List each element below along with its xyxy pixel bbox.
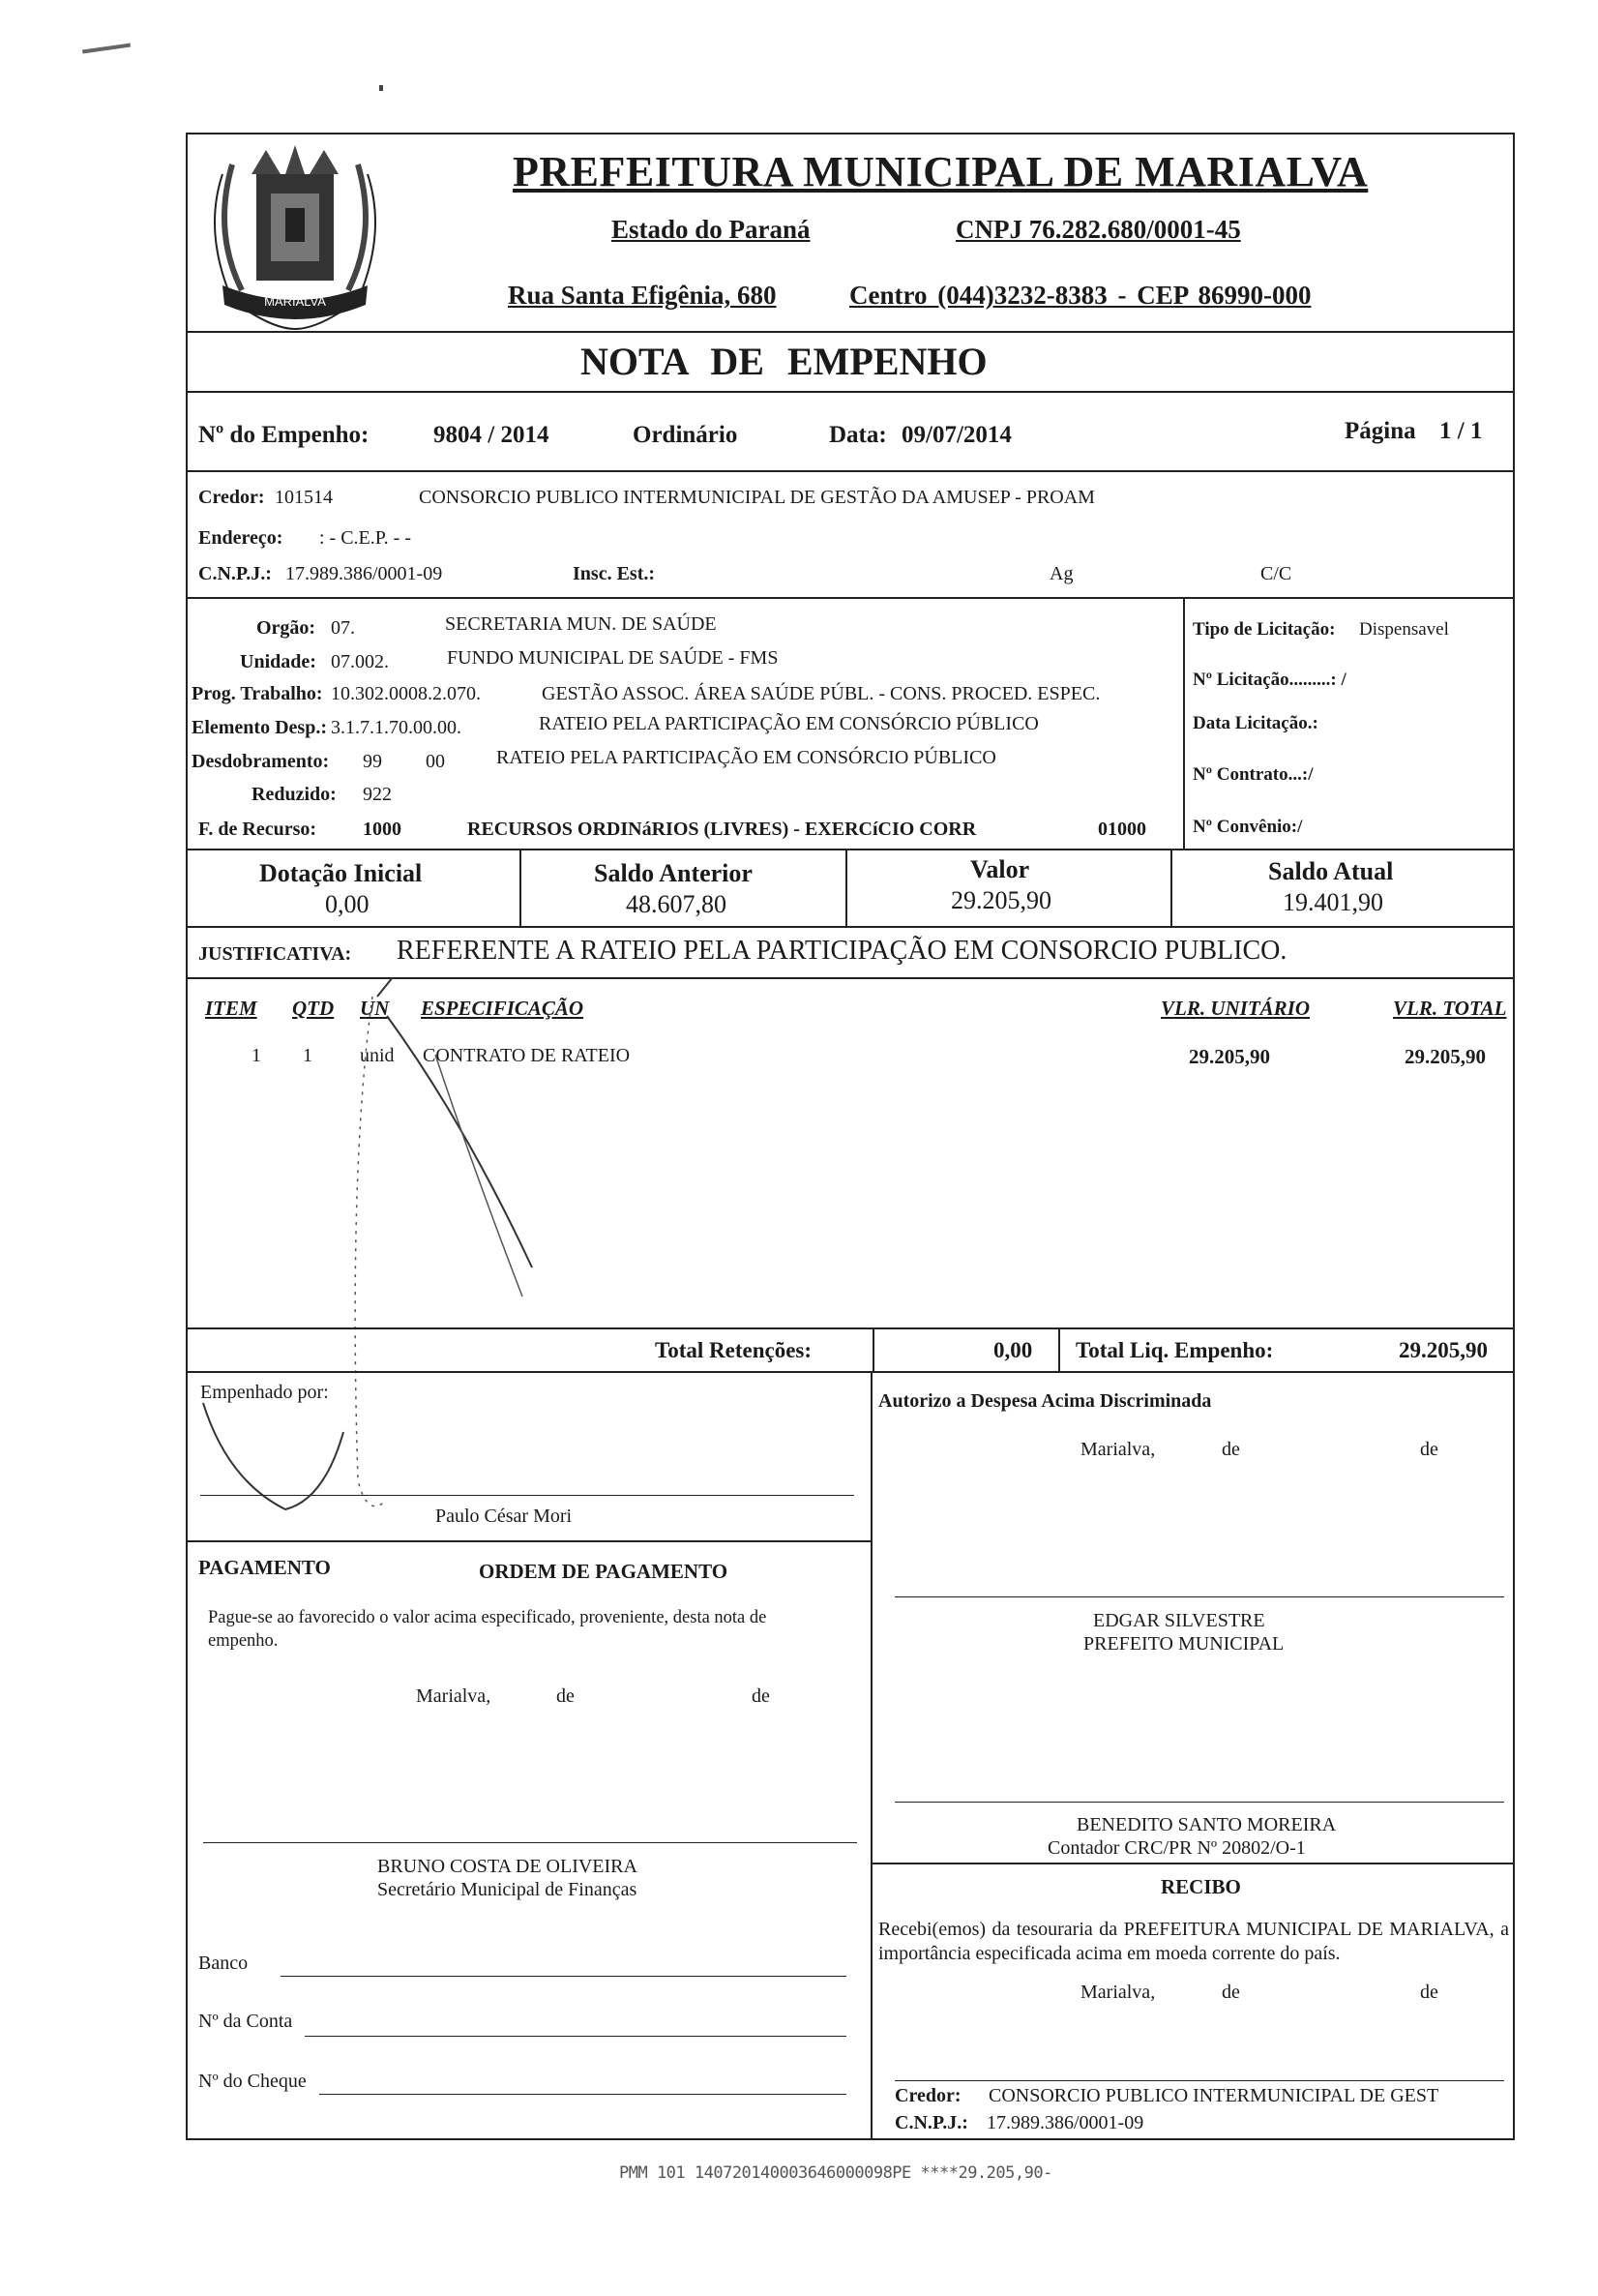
prefeito-title: PREFEITO MUNICIPAL xyxy=(1083,1633,1285,1655)
credor-cnpj: 17.989.386/0001-09 xyxy=(285,563,443,584)
row-especificacao: CONTRATO DE RATEIO xyxy=(423,1045,631,1066)
header-district-phone: Centro (044)3232-8383 - CEP 86990-000 xyxy=(849,281,1312,310)
header-street: Rua Santa Efigênia, 680 xyxy=(508,281,777,310)
col-un: UN xyxy=(360,997,390,1020)
tipo-licitacao-label: Tipo de Licitação: xyxy=(1193,619,1336,640)
autorizo-de1: de xyxy=(1222,1439,1240,1460)
desdobramento-name: RATEIO PELA PARTICIPAÇÃO EM CONSÓRCIO PÚBLICO xyxy=(496,747,996,768)
col-item: ITEM xyxy=(205,997,257,1020)
valor-value: 29.205,90 xyxy=(951,886,1051,914)
divider xyxy=(186,391,1515,393)
divider xyxy=(519,849,521,926)
valor-label: Valor xyxy=(970,855,1030,883)
col-especificacao: ESPECIFICAÇÃO xyxy=(421,997,584,1020)
divider xyxy=(186,1540,873,1542)
saldo-atual-label: Saldo Atual xyxy=(1268,857,1394,885)
recibo-de2: de xyxy=(1420,1982,1438,2003)
footer-code: PMM 101 140720140003646000098PE ****29.205,90- xyxy=(619,2163,1052,2183)
elemento-name: RATEIO PELA PARTICIPAÇÃO EM CONSÓRCIO PÚBLICO xyxy=(539,713,1039,734)
prog-label: Prog. Trabalho: xyxy=(192,683,323,704)
divider xyxy=(186,926,1515,928)
fonte-code: 1000 xyxy=(363,819,401,840)
conta-label: Nº da Conta xyxy=(198,2011,293,2032)
page-number: 1 / 1 xyxy=(1439,418,1483,444)
banco-field-line[interactable] xyxy=(281,1976,846,1977)
divider xyxy=(1170,849,1172,926)
unidade-code: 07.002. xyxy=(331,651,389,672)
reduzido-label: Reduzido: xyxy=(252,784,337,805)
num-licitacao: Nº Licitação.........: / xyxy=(1193,670,1346,690)
signature-line xyxy=(895,1596,1504,1597)
pagamento-place: Marialva, xyxy=(416,1685,491,1707)
conta-field-line[interactable] xyxy=(305,2036,846,2037)
cheque-field-line[interactable] xyxy=(319,2094,846,2095)
empenhado-label: Empenhado por: xyxy=(200,1382,329,1403)
empenhado-name: Paulo César Mori xyxy=(435,1506,573,1527)
autorizo-de2: de xyxy=(1420,1439,1438,1460)
retencoes-value: 0,00 xyxy=(993,1338,1033,1362)
credor-name: CONSORCIO PUBLICO INTERMUNICIPAL DE GESTÃO DA AMUSEP - PROAM xyxy=(419,487,1095,508)
scan-mark xyxy=(379,85,383,91)
liq-label: Total Liq. Empenho: xyxy=(1076,1338,1274,1362)
desdobramento-label: Desdobramento: xyxy=(192,751,330,772)
signature-line xyxy=(895,2080,1504,2081)
saldo-atual-value: 19.401,90 xyxy=(1283,888,1383,916)
prog-code: 10.302.0008.2.070. xyxy=(331,683,481,704)
col-vlr-unitario: VLR. UNITÁRIO xyxy=(1161,997,1311,1020)
banco-label: Banco xyxy=(198,1953,249,1974)
contrato: Nº Contrato...:/ xyxy=(1193,764,1314,785)
autorizo-place: Marialva, xyxy=(1080,1439,1156,1460)
recibo-text: Recebi(emos) da tesouraria da PREFEITURA MUNICIPAL DE MARIALVA, a importância especificada acima em moeda corrente do país. xyxy=(878,1919,1509,1964)
recibo-title: RECIBO xyxy=(1161,1875,1241,1898)
empenho-date: 09/07/2014 xyxy=(902,422,1012,448)
fonte-label: F. de Recurso: xyxy=(198,819,317,840)
credor-code: 101514 xyxy=(275,487,333,508)
justificativa-label: JUSTIFICATIVA: xyxy=(198,943,352,965)
divider xyxy=(871,1863,1515,1864)
recibo-place: Marialva, xyxy=(1080,1982,1156,2003)
saldo-anterior-label: Saldo Anterior xyxy=(594,859,753,887)
autorizo-text: Autorizo a Despesa Acima Discriminada xyxy=(878,1390,1212,1412)
signature-line xyxy=(200,1495,854,1496)
fonte-sub: 01000 xyxy=(1098,819,1146,840)
ordem-pagamento: ORDEM DE PAGAMENTO xyxy=(479,1560,728,1583)
empenho-date-label: Data: xyxy=(829,422,887,448)
orgao-name: SECRETARIA MUN. DE SAÚDE xyxy=(445,613,717,635)
row-qtd: 1 xyxy=(303,1045,312,1066)
divider xyxy=(1058,1327,1060,1371)
recibo-de1: de xyxy=(1222,1982,1240,2003)
elemento-code: 3.1.7.1.70.00.00. xyxy=(331,717,461,738)
empenho-number: 9804 / 2014 xyxy=(433,422,549,448)
divider xyxy=(186,470,1515,472)
credor-cnpj-label: C.N.P.J.: xyxy=(198,563,272,584)
desdobramento-sub: 00 xyxy=(426,751,445,772)
divider xyxy=(845,849,847,926)
divider xyxy=(186,1371,1515,1373)
secretario-title: Secretário Municipal de Finanças xyxy=(377,1879,637,1900)
convenio: Nº Convênio:/ xyxy=(1193,817,1303,837)
contador-name: BENEDITO SANTO MOREIRA xyxy=(1077,1814,1337,1835)
orgao-label: Orgão: xyxy=(256,617,316,639)
row-vlr-unitario: 29.205,90 xyxy=(1189,1045,1270,1068)
empenho-type: Ordinário xyxy=(633,422,738,448)
contador-title: Contador CRC/PR Nº 20802/O-1 xyxy=(1048,1837,1306,1859)
elemento-label: Elemento Desp.: xyxy=(192,717,327,738)
liq-value: 29.205,90 xyxy=(1399,1338,1488,1362)
recibo-credor-label: Credor: xyxy=(895,2085,962,2106)
signature-line xyxy=(203,1842,857,1843)
empenho-number-label: Nº do Empenho: xyxy=(198,422,370,448)
crest-text: MARIALVA xyxy=(264,294,326,309)
header-state: Estado do Paraná xyxy=(611,215,811,244)
row-vlr-total: 29.205,90 xyxy=(1405,1045,1486,1068)
prog-name: GESTÃO ASSOC. ÁREA SAÚDE PÚBL. - CONS. PROCED. ESPEC. xyxy=(542,683,1101,704)
divider xyxy=(873,1327,874,1371)
recibo-cnpj-label: C.N.P.J.: xyxy=(895,2112,968,2133)
orgao-code: 07. xyxy=(331,617,355,639)
divider xyxy=(871,1371,873,1540)
reduzido-value: 922 xyxy=(363,784,392,805)
cheque-label: Nº do Cheque xyxy=(198,2071,307,2092)
signature-line xyxy=(895,1802,1504,1803)
address-label: Endereço: xyxy=(198,527,283,549)
secretario-name: BRUNO COSTA DE OLIVEIRA xyxy=(377,1856,637,1877)
divider xyxy=(1183,597,1185,849)
scan-mark xyxy=(82,44,131,54)
unidade-label: Unidade: xyxy=(240,651,316,672)
pagamento-de1: de xyxy=(556,1685,575,1707)
row-un: unid xyxy=(360,1045,395,1066)
dotacao-label: Dotação Inicial xyxy=(259,859,423,887)
saldo-anterior-value: 48.607,80 xyxy=(626,890,726,918)
dotacao-value: 0,00 xyxy=(325,890,370,918)
desdobramento-code: 99 xyxy=(363,751,382,772)
address-value: : - C.E.P. - - xyxy=(319,527,411,549)
cc-label: C/C xyxy=(1260,563,1292,584)
justificativa-text: REFERENTE A RATEIO PELA PARTICIPAÇÃO EM CONSORCIO PUBLICO. xyxy=(397,936,1287,966)
divider xyxy=(186,849,1515,850)
signature xyxy=(198,1393,372,1519)
header-cnpj: CNPJ 76.282.680/0001-45 xyxy=(956,215,1241,244)
retencoes-label: Total Retenções: xyxy=(655,1338,813,1362)
document-title: NOTA DE EMPENHO xyxy=(580,340,988,383)
divider xyxy=(186,1327,1515,1329)
divider xyxy=(186,331,1515,333)
data-licitacao: Data Licitação.: xyxy=(1193,713,1318,733)
municipal-crest-logo xyxy=(193,135,397,339)
divider xyxy=(186,597,1515,599)
col-vlr-total: VLR. TOTAL xyxy=(1393,997,1507,1020)
pagamento-label: PAGAMENTO xyxy=(198,1556,331,1579)
row-item: 1 xyxy=(252,1045,261,1066)
divider xyxy=(871,1540,873,2140)
credor-label: Credor: xyxy=(198,487,265,508)
page-label: Página xyxy=(1345,418,1416,444)
recibo-credor: CONSORCIO PUBLICO INTERMUNICIPAL DE GEST xyxy=(989,2085,1439,2106)
tipo-licitacao: Dispensavel xyxy=(1359,619,1449,640)
pagamento-de2: de xyxy=(752,1685,770,1707)
header-title: PREFEITURA MUNICIPAL DE MARIALVA xyxy=(513,148,1369,195)
insc-est-label: Insc. Est.: xyxy=(573,563,656,584)
unidade-name: FUNDO MUNICIPAL DE SAÚDE - FMS xyxy=(447,647,779,669)
recibo-cnpj: 17.989.386/0001-09 xyxy=(987,2112,1144,2133)
fonte-name: RECURSOS ORDINáRIOS (LIVRES) - EXERCíCIO CORR xyxy=(467,819,977,840)
pagamento-text: Pague-se ao favorecido o valor acima especificado, proveniente, desta nota de empenho. xyxy=(208,1608,767,1651)
col-qtd: QTD xyxy=(292,997,335,1020)
prefeito-name: EDGAR SILVESTRE xyxy=(1093,1610,1265,1631)
ag-label: Ag xyxy=(1050,563,1074,584)
